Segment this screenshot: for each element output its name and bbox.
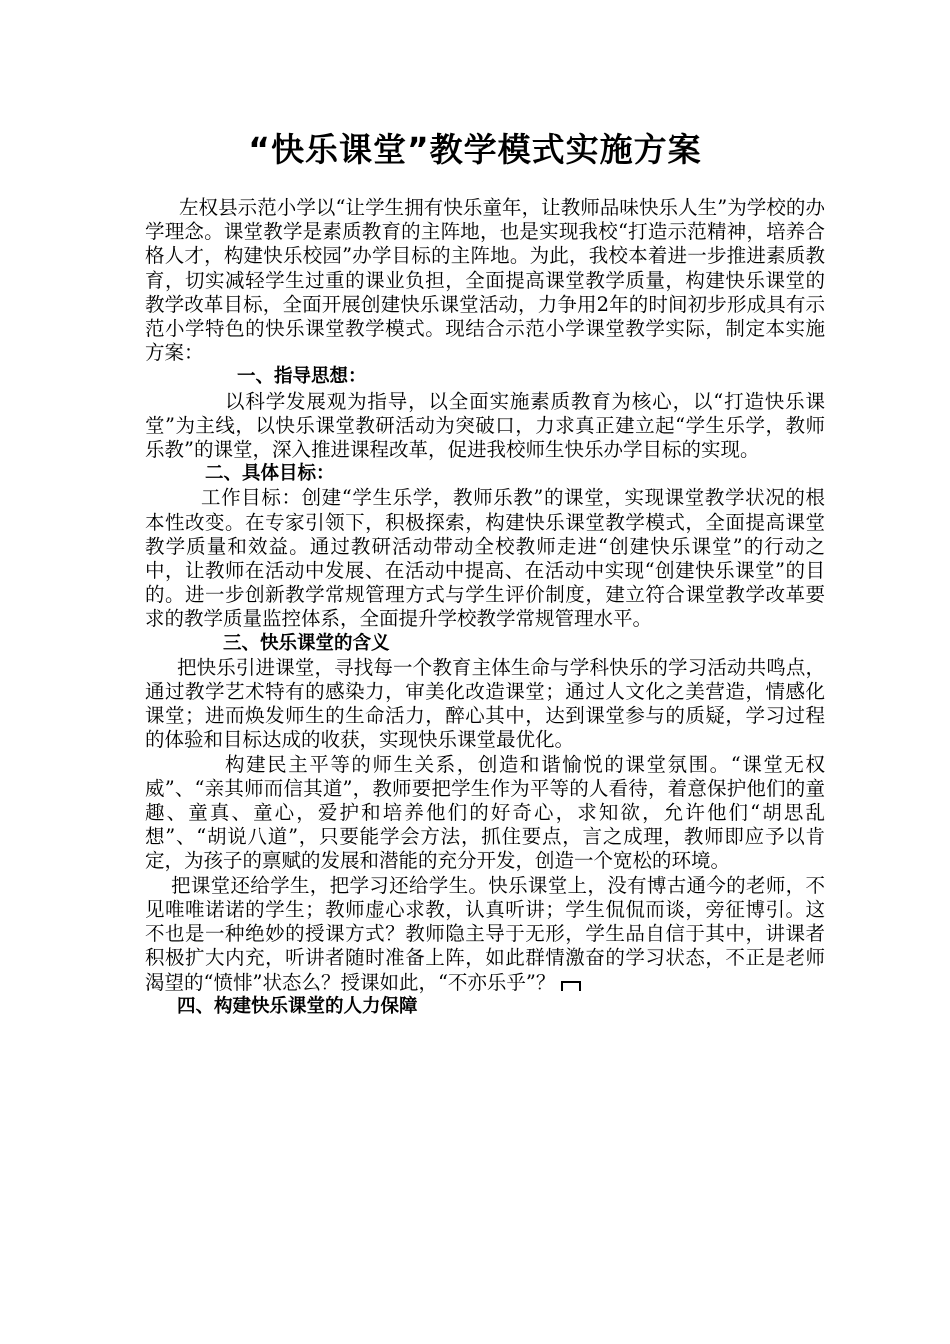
meaning-paragraph-1: 把快乐引进课堂，寻找每一个教育主体生命与学科快乐的学习活动共鸣点，通过教学艺术特有的感染力，审美化改造课堂；通过人文化之美营造，情感化课堂；进而焕发师生的生命活力，醉心其中，达到课堂参与的质疑，学习过程的体验和目标达成的收获，实现快乐课堂最优化。 xyxy=(145,655,825,752)
text-cursor-mark xyxy=(561,981,581,991)
section-heading-guiding-ideology: 一、指导思想： xyxy=(237,366,367,388)
section-heading-staffing: 四、构建快乐课堂的人力保障 xyxy=(177,995,418,1017)
meaning-paragraph-2: 构建民主平等的师生关系，创造和谐愉悦的课堂氛围。“课堂无权威”、“亲其师而信其道”，教师要把学生作为平等的人看待，着意保护他们的童趣、童真、童心，爱护和培养他们的好奇心，求知欲，允许他们“胡思乱想”、“胡说八道”，只要能学会方法，抓住要点，言之成理，教师即应予以肯定，为孩子的禀赋的发展和潜能的充分开发，创造一个宽松的环境。 xyxy=(145,752,825,873)
section-text-specific-goals: 工作目标：创建“学生乐学，教师乐教”的课堂，实现课堂教学状况的根本性改变。在专家引领下，积极探索，构建快乐课堂教学模式，全面提高课堂教学质量和效益。通过教研活动带动全校教师走进“创建快乐课堂”的行动之中，让教师在活动中发展、在活动中提高、在活动中实现“创建快乐课堂”的目的。进一步创新教学常规管理方式与学生评价制度，建立符合课堂教学改革要求的教学质量监控体系，全面提升学校教学常规管理水平。 xyxy=(145,486,825,631)
intro-paragraph: 左权县示范小学以“让学生拥有快乐童年，让教师品味快乐人生”为学校的办学理念。课堂教学是素质教育的主阵地，也是实现我校“打造示范精神，培养合格人才，构建快乐校园”办学目标的主阵地。为此，我校本着进一步推进素质教育，切实减轻学生过重的课业负担，全面提高课堂教学质量，构建快乐课堂的教学改革目标，全面开展创建快乐课堂活动，力争用2年的时间初步形成具有示范小学特色的快乐课堂教学模式。现结合示范小学课堂教学实际，制定本实施方案： xyxy=(145,196,825,365)
document-title: “快乐课堂”教学模式实施方案 xyxy=(248,130,702,169)
section-heading-meaning: 三、快乐课堂的含义 xyxy=(223,632,390,654)
document-body xyxy=(145,196,825,1019)
section-heading-specific-goals: 二、具体目标： xyxy=(205,463,335,485)
meaning-paragraph-3 xyxy=(145,874,825,995)
section-text-guiding-ideology: 以科学发展观为指导，以全面实施素质教育为核心，以“打造快乐课堂”为主线，以快乐课堂教研活动为突破口，力求真正建立起“学生乐学，教师乐教”的课堂，深入推进课程改革，促进我校师生快乐办学目标的实现。 xyxy=(145,389,825,462)
meaning-paragraph-3-text: 把课堂还给学生，把学习还给学生。快乐课堂上，没有博古通今的老师，不见唯唯诺诺的学生；教师虚心求教，认真听讲；学生侃侃而谈，旁征博引。这不也是一种绝妙的授课方式？教师隐主导于无形，学生品自信于其中，讲课者积极扩大内充，听讲者随时准备上阵，如此群情激奋的学习状态，不正是老师渴望的“愤悱”状态么？授课如此，“不亦乐乎”？ xyxy=(145,873,825,994)
